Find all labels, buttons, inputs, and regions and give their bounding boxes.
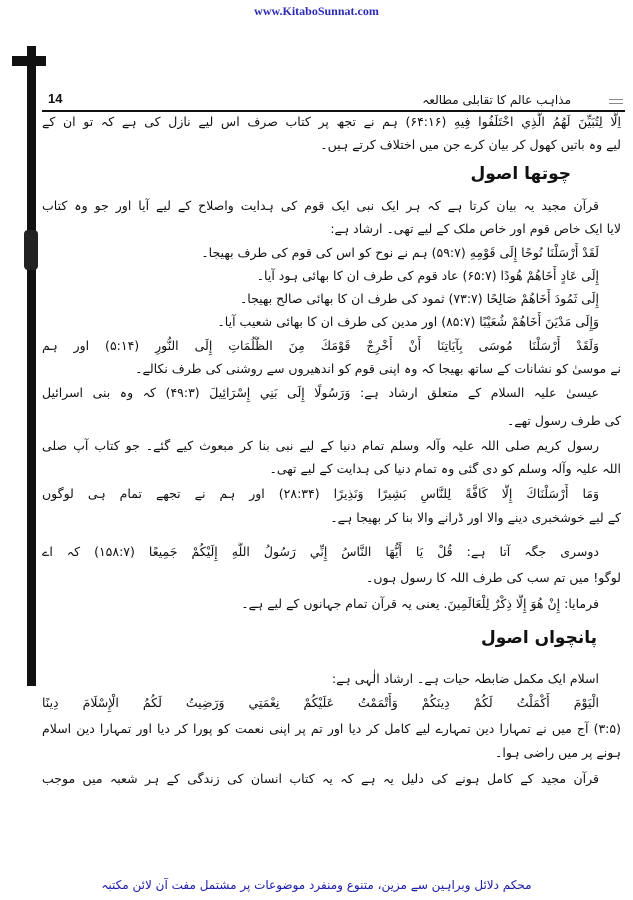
text-line: قرآن مجید کے کامل ہونے کی دلیل یہ ہے کہ یہ کتاب انسان کی زندگی کے ہر شعبہ میں موجب: [42, 771, 599, 786]
site-url[interactable]: www.KitaboSunnat.com: [254, 4, 379, 18]
page-number: 14: [48, 91, 63, 106]
text-line: لوگو! میں تم سب کی طرف اللہ کا رسول ہوں۔: [366, 570, 621, 585]
text-line: إِلَى ثَمُودَ أَخَاهُمْ صَالِحًا (۷۳:۷) ثمود کی طرف ان کا بھائی صالح بھیجا۔: [239, 291, 599, 306]
text-line: إِلَى عَادٍ أَخَاهُمْ هُودًا (۶۵:۷) عاد قوم کی طرف ان کا بھائی ہود آیا۔: [256, 268, 599, 283]
text-line: کے لیے خوشخبری دینے والا اور ڈرانے والا بنا کر بھیجا ہے۔: [330, 510, 621, 525]
text-line: قرآن مجید یہ بیان کرتا ہے کہ ہر ایک نبی ایک قوم کی ہدایت واصلاح کے لیے آیا اور جو وہ کتاب: [42, 198, 599, 213]
binding-cap: [12, 56, 46, 66]
text-line: کی طرف رسول تھے۔: [506, 413, 621, 428]
text-line: اِلَّا لِتُبَيِّنَ لَهُمُ الَّذِي اخْتَلَفُوا فِيهِ (۶۴:۱۶) ہم نے تجھ پر کتاب صرف اس لیے نازل کی ہے کہ تو ان کے: [42, 114, 621, 129]
text-line: نے موسیٰ کو نشانات کے ساتھ بھیجا کہ وہ اپنی قوم کو اندھیروں سے روشنی کی طرف نکالے۔: [135, 361, 621, 376]
binding-knot: [24, 230, 38, 270]
text-line: رسول کریم صلی اللہ علیہ وآلہ وسلم تمام دنیا کے لیے نبی بنا کر مبعوث کیے گئے۔ جو کتاب آپ صلی: [42, 438, 599, 453]
text-line: فرمایا: إِنْ هُوَ إِلَّا ذِكْرٌ لِلْعَالَمِينَ. یعنی یہ قرآن تمام جہانوں کے لیے ہے۔: [241, 596, 599, 611]
text-line: لَقَدْ أَرْسَلْنَا نُوحًا إِلَى قَوْمِهِ (۵۹:۷) ہم نے نوح کو اس کی قوم کی طرف بھیجا۔: [201, 245, 599, 260]
header-ornament: [609, 99, 623, 104]
running-head: مذاہب عالم کا تقابلی مطالعہ: [422, 93, 571, 107]
binding-bar: [27, 46, 36, 686]
text-line: اسلام ایک مکمل ضابطہ حیات ہے۔ ارشاد الٰہی ہے:: [331, 671, 599, 686]
text-line: وَلَقَدْ أَرْسَلْنَا مُوسَى بِآيَاتِنَا أَنْ أَخْرِجْ قَوْمَكَ مِنَ الظُّلُمَاتِ إِلَى النُّورِ (۵:۱۴) اور ہم: [42, 338, 599, 353]
text-line: ہونے پر میں راضی ہوا۔: [495, 745, 621, 760]
text-line: الْيَوْمَ أَكْمَلْتُ لَكُمْ دِينَكُمْ وَأَتْمَمْتُ عَلَيْكُمْ نِعْمَتِي وَرَضِيتُ لَكُمُ الْإِسْلَامَ دِينًا: [42, 695, 599, 710]
section-heading: چوتھا اصول: [470, 164, 571, 184]
text-line: دوسری جگہ آتا ہے: قُلْ يَا أَيُّهَا النَّاسُ إِنِّي رَسُولُ اللَّهِ إِلَيْكُمْ جَمِيعًا (۱۵۸:۷) کہ اے: [42, 544, 599, 559]
text-line: وَمَا أَرْسَلْنَاكَ إِلَّا كَافَّةً لِلنَّاسِ بَشِيرًا وَنَذِيرًا (۲۸:۳۴) اور ہم نے تجھے تمام ہی لوگوں: [42, 486, 599, 501]
text-line: اللہ علیہ وآلہ وسلم کو دی گئی وہ تمام دنیا کی ہدایت کے لیے تھی۔: [269, 461, 621, 476]
text-line: (۳:۵) آج میں نے تمہارا دین تمہارے لیے کامل کر دیا اور تم پر اپنی نعمت کو پورا کر دیا اور تمہارا دین اسلام: [42, 721, 621, 736]
text-line: لایا ایک خاص قوم اور خاص ملک کے لیے تھی۔ ارشاد ہے:: [330, 221, 621, 236]
text-line: لیے وہ باتیں کھول کر بیان کرے جن میں اختلاف کرتے ہیں۔: [320, 137, 621, 152]
text-line: وَإِلَى مَدْيَنَ أَخَاهُمْ شُعَيْبًا (۸۵:۷) اور مدین کی طرف ان کا بھائی شعیب آیا۔: [217, 314, 599, 329]
footer-tagline: محکم دلائل وبراہین سے مزین، متنوع ومنفرد موضوعات پر مشتمل مفت آن لائن مکتبہ: [101, 878, 532, 892]
text-line: عیسیٰ علیہ السلام کے متعلق ارشاد ہے: وَرَسُولًا إِلَى بَنِي إِسْرَائِيلَ (۴۹:۳) کہ وہ بنی اسرائیل: [42, 385, 599, 400]
section-heading: پانچواں اصول: [481, 628, 597, 648]
